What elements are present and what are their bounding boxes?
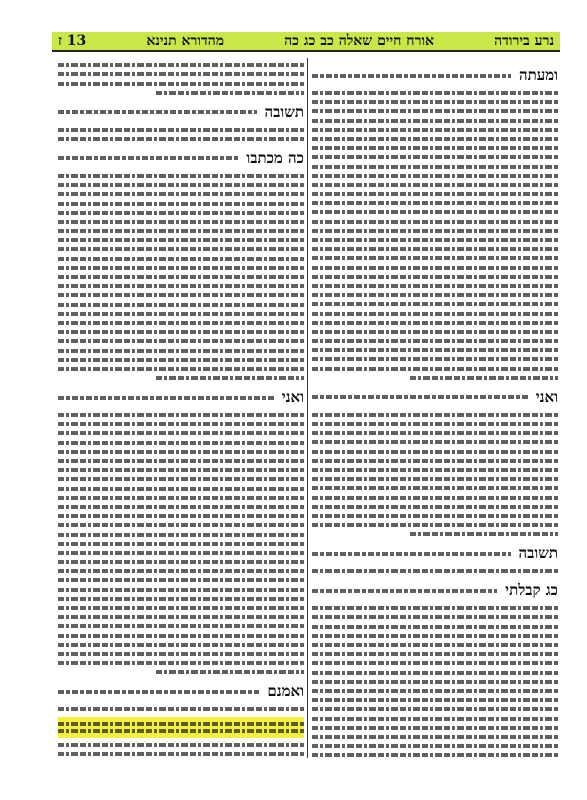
highlighted-passage (58, 717, 304, 738)
section-heading: ואני (281, 388, 304, 407)
paragraph-lead (58, 388, 304, 407)
section-heading: ומעתה (519, 66, 558, 84)
paragraph-lead (312, 66, 558, 85)
section-heading: תשובה (518, 544, 558, 563)
text-block (58, 174, 304, 380)
section-heading: כג קבלתי (505, 581, 558, 600)
paragraph-lead (312, 388, 558, 407)
paragraph-lead (58, 103, 304, 122)
header-edition: מהדורא תנינא (146, 32, 225, 49)
section-heading: ואני (535, 387, 558, 406)
text-block (58, 413, 304, 674)
paragraph-lead (58, 682, 304, 701)
paragraph-lead (312, 581, 558, 600)
column-divider (307, 58, 308, 758)
page-header (52, 32, 560, 52)
section-heading: ואמנם (267, 682, 304, 701)
header-title-main: נרע בירודה (494, 32, 554, 49)
right-column (312, 58, 558, 760)
paragraph-lead (58, 149, 304, 168)
left-column (58, 58, 304, 760)
page-number: 13 ז (58, 32, 87, 49)
text-block (58, 63, 304, 95)
paragraph-lead (312, 544, 558, 563)
text-block (312, 413, 558, 536)
section-heading: תשובה (264, 102, 304, 121)
text-block (58, 743, 304, 760)
text-block (312, 606, 558, 760)
section-heading: כה מכתבו (246, 148, 304, 167)
text-block (312, 91, 558, 380)
header-section: אורח חיים שאלה כב כג כה (284, 32, 435, 49)
